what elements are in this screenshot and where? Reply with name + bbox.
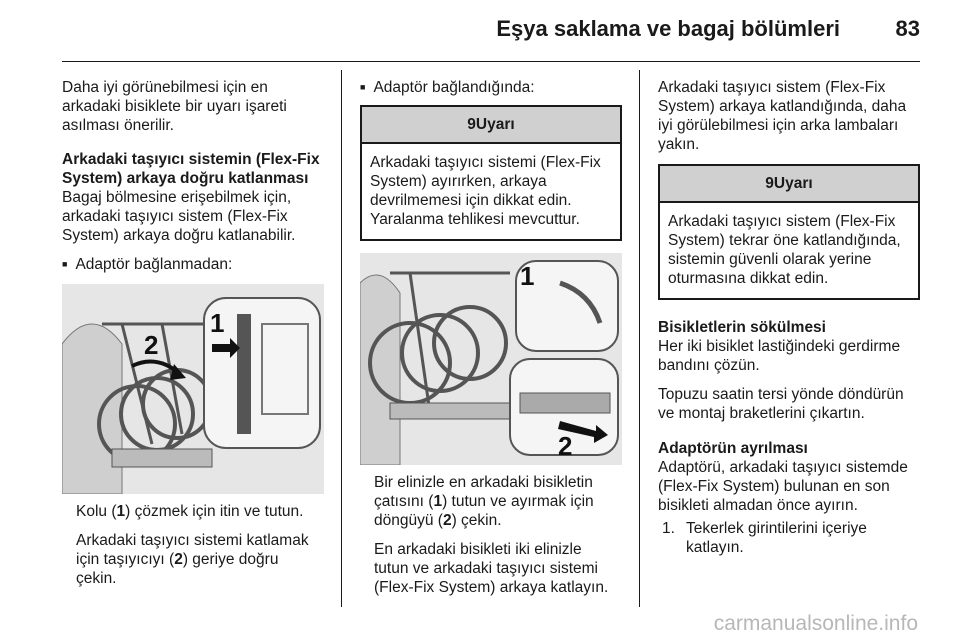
section-heading: Adaptörün ayrılması [658,440,808,457]
step-item: Kolu (1) çözmek için itin ve tutun. [76,503,304,520]
column-divider [639,70,640,607]
warning-title: Uyarı [475,116,515,133]
warning-header [660,166,918,203]
warning-text: Arkadaki taşıyıcı sistem (Flex-Fix System) tekrar öne katlandığında, sistemin güvenli olarak yerine oturmasına dikkat edin. [668,213,901,287]
section-heading: Arkadaki taşıyıcı sistemin (Flex-Fix System) arkaya doğru katlanması [62,151,320,187]
column-2 [360,78,622,607]
numbered-item: 1. Tekerlek girintilerini içeriye katlayın. [662,520,867,556]
paragraph: Bagaj bölmesine erişebilmek için, arkadaki taşıyıcı sistem (Flex-Fix System) arkaya doğru katlanabilir. [62,189,296,244]
bullet-item: ■ Adaptör bağlanmadan: [62,255,330,276]
column-3 [658,78,920,557]
warning-box [658,164,920,300]
page-header [0,0,960,62]
paragraph: Her iki bisiklet lastiğindeki gerdirme bandını çözün. [658,338,901,374]
bike-carrier-figure [62,284,324,494]
warning-icon: 9 [467,116,476,133]
bike-carrier-illustration [360,253,622,465]
intro-paragraph: Daha iyi görünebilmesi için en arkadaki bisiklete bir uyarı işareti asılması önerilir. [62,79,287,134]
column-1 [62,78,330,598]
page-title: Eşya saklama ve bagaj bölümleri [496,16,840,41]
bike-carrier-figure [360,253,622,465]
page-number: 83 [895,16,920,41]
step-item: En arkadaki bisikleti iki elinizle tutun ve arkadaki taşıyıcı sistemi (Flex-Fix System) arkaya katlayın. [374,541,609,596]
warning-title: Uyarı [773,175,813,192]
watermark: carmanualsonline.info [713,612,918,635]
warning-text: Arkadaki taşıyıcı sistemi (Flex-Fix System) ayırırken, arkaya devrilmemesi için dikkat edin. Yaralanma tehlikesi mevcuttur. [370,154,601,228]
paragraph: Topuzu saatin tersi yönde döndürün ve montaj braketlerini çıkartın. [658,386,904,422]
figure-callout-2: 2 [144,330,159,360]
figure-callout-2: 2 [558,431,573,461]
section-heading: Bisikletlerin sökülmesi [658,319,826,336]
header-rule [62,61,920,62]
figure-callout-1: 1 [520,261,535,291]
step-list [360,473,622,597]
warning-box [360,105,622,241]
warning-header [362,107,620,144]
paragraph: Adaptörü, arkadaki taşıyıcı sistemde (Flex-Fix System) bulunan en son bisikleti almadan önce ayırın. [658,459,908,514]
warning-icon: 9 [765,175,774,192]
column-divider [341,70,342,607]
step-list [62,502,330,588]
step-item: Arkadaki taşıyıcı sistemi katlamak için taşıyıcıyı (2) geriye doğru çekin. [76,532,309,587]
figure-callout-1: 1 [210,308,225,338]
intro-paragraph: Arkadaki taşıyıcı sistem (Flex-Fix System) arkaya katlandığında, daha iyi görülebilmesi için arka lambaları yakın. [658,79,907,153]
bike-carrier-illustration [62,284,324,494]
step-item: Bir elinizle en arkadaki bisikletin çatısını (1) tutun ve ayırmak için döngüyü (2) çekin. [374,474,594,529]
bullet-item: ■ Adaptör bağlandığında: [360,78,622,99]
